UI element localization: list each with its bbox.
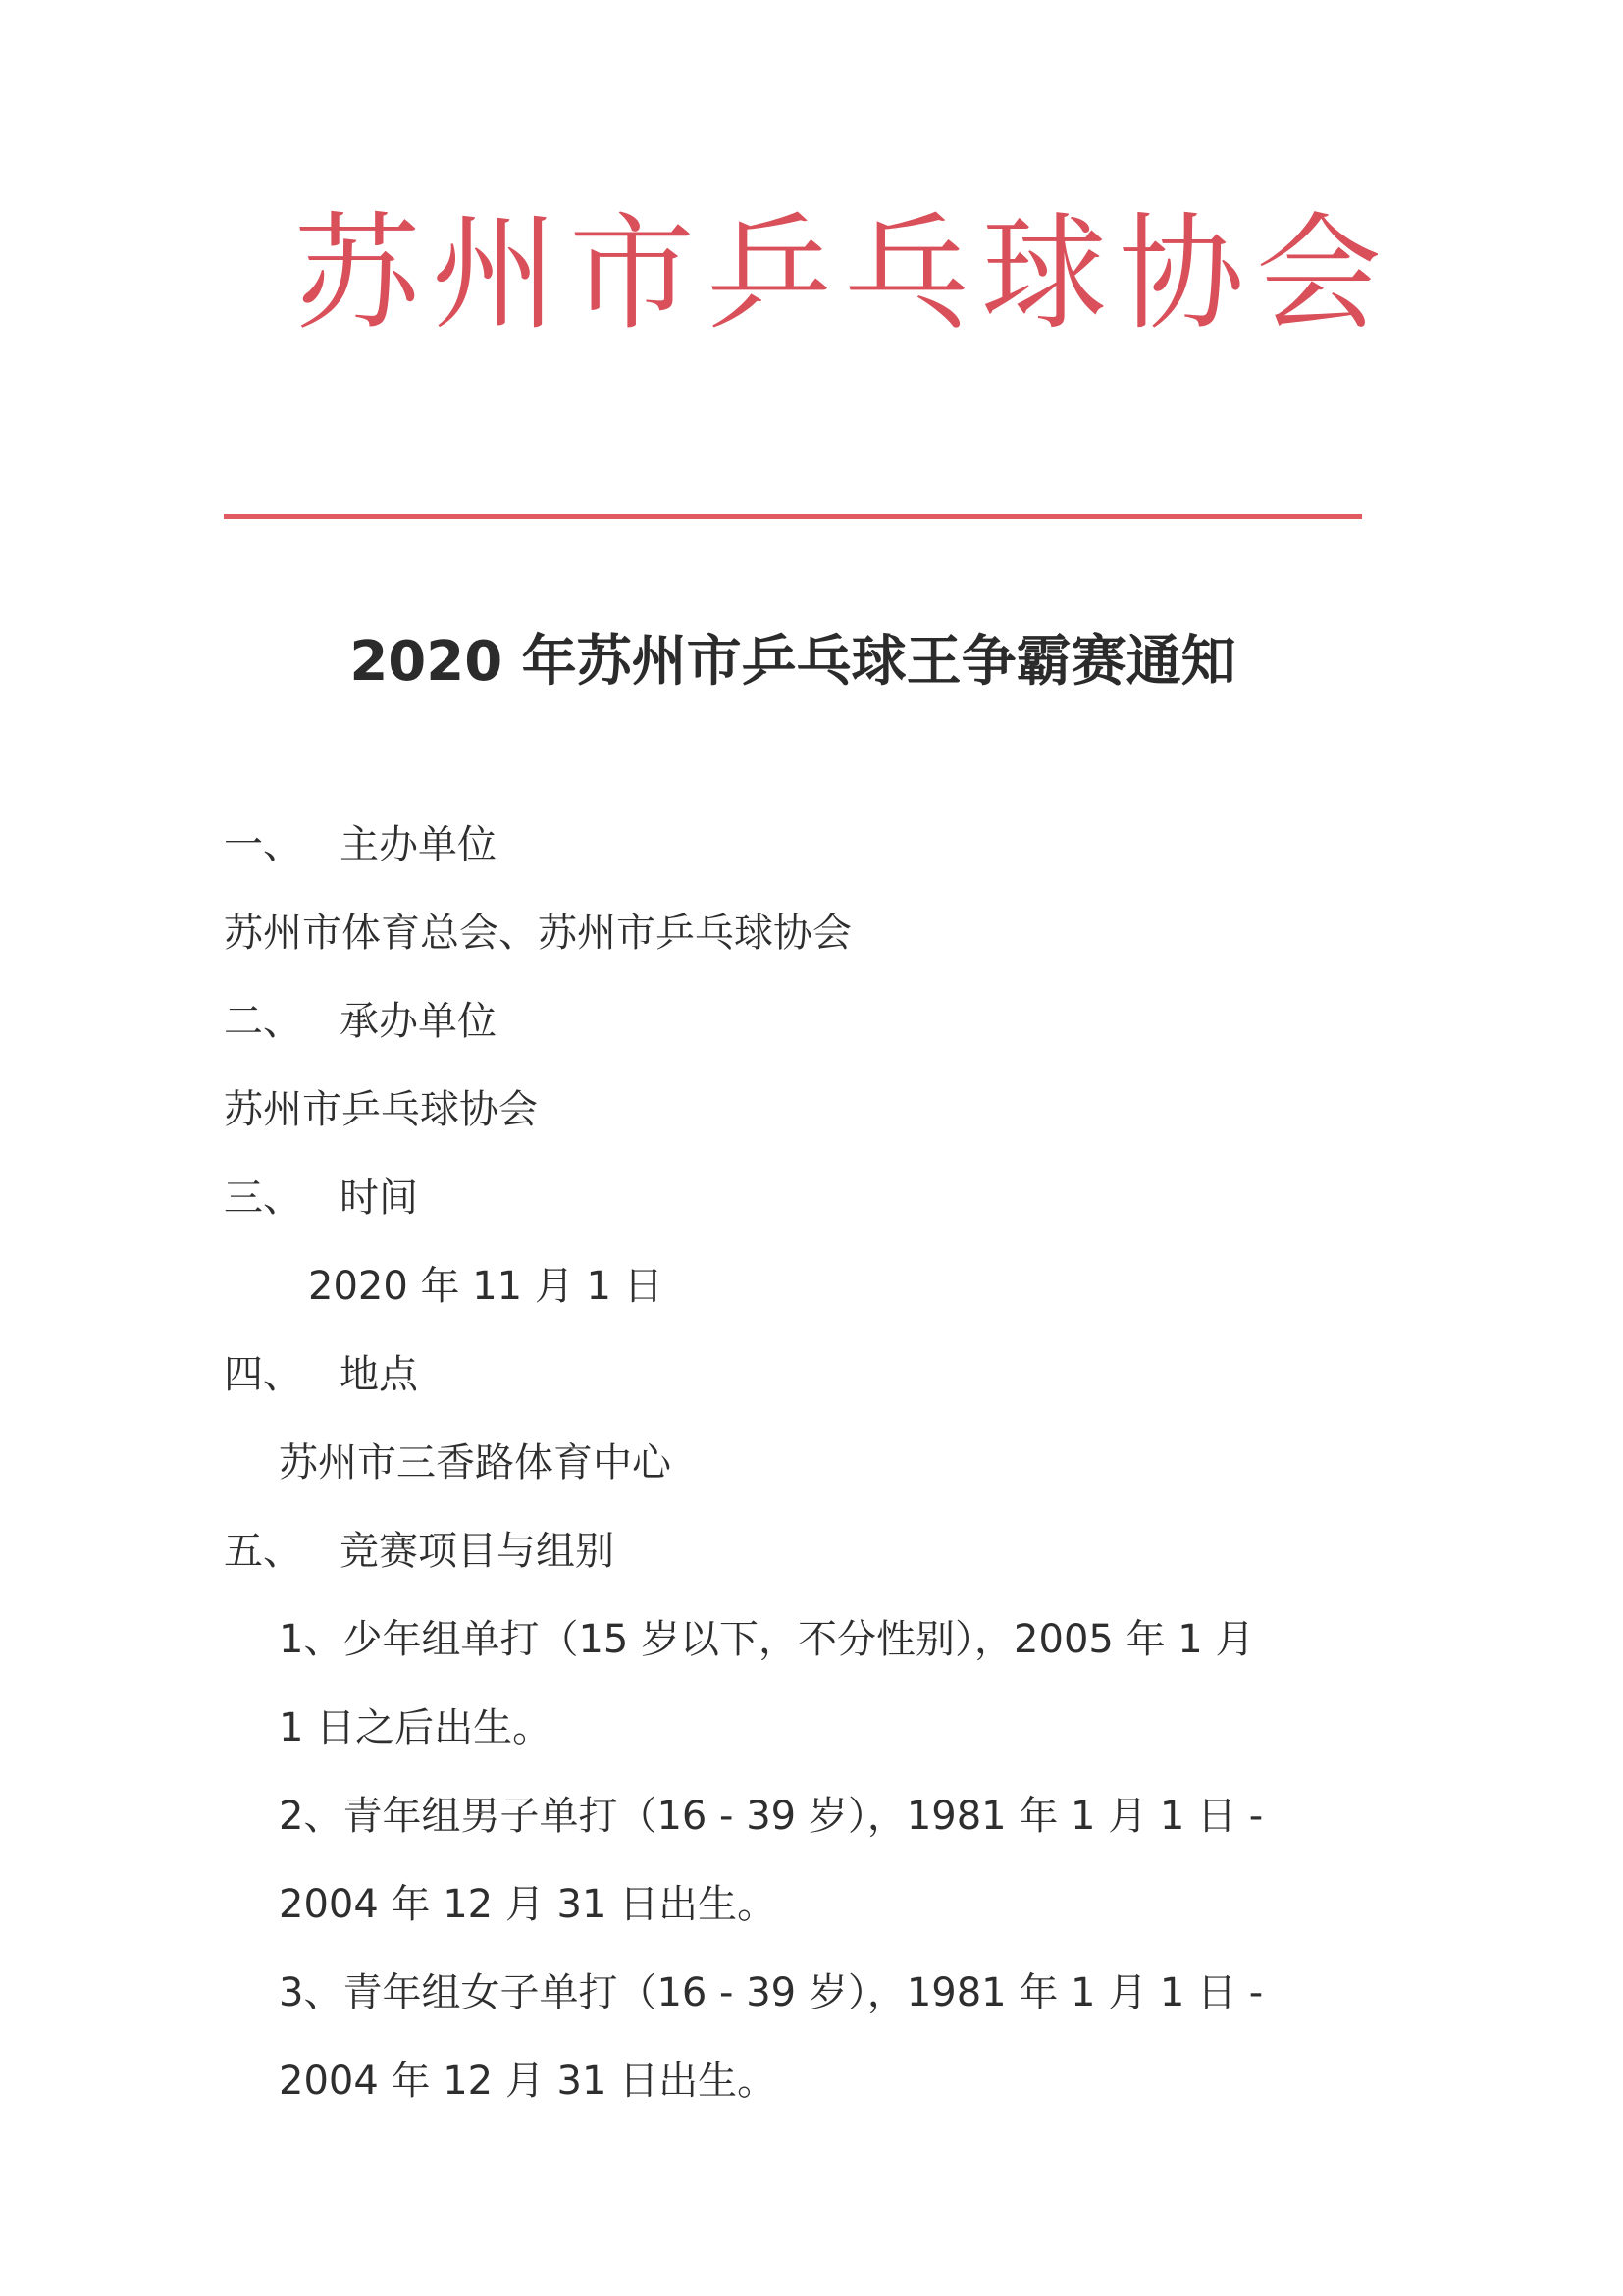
section-number: 四、 <box>224 1352 302 1397</box>
list-item-continuation: 2004 年 12 月 31 日出生。 <box>279 2059 777 2104</box>
section-heading <box>224 1340 418 1409</box>
list-item-continuation: 1 日之后出生。 <box>279 1705 552 1750</box>
list-item: 2、青年组男子单打（16 - 39 岁），1981 年 1 月 1 日 - <box>279 1794 1264 1839</box>
document-title: 2020 年苏州市乒乓球王争霸赛通知 <box>349 630 1236 694</box>
section-title: 时间 <box>340 1175 418 1221</box>
section-number: 一、 <box>224 822 302 867</box>
section-content: 苏州市体育总会、苏州市乒乓球协会 <box>224 911 852 956</box>
letterhead-divider <box>224 514 1362 519</box>
section-title: 地点 <box>340 1352 418 1397</box>
section-title: 主办单位 <box>340 822 497 867</box>
section-heading <box>224 1517 614 1586</box>
section-heading <box>224 1164 418 1232</box>
organization-letterhead: 苏州市乒乓球协会 <box>294 201 1394 347</box>
section-title: 承办单位 <box>340 999 497 1044</box>
list-item: 3、青年组女子单打（16 - 39 岁），1981 年 1 月 1 日 - <box>279 1970 1264 2015</box>
section-title: 竞赛项目与组别 <box>340 1529 614 1574</box>
section-heading <box>224 810 497 879</box>
list-item-continuation: 2004 年 12 月 31 日出生。 <box>279 1882 777 1927</box>
section-content: 2020 年 11 月 1 日 <box>308 1264 663 1309</box>
section-number: 五、 <box>224 1529 302 1574</box>
section-number: 三、 <box>224 1175 302 1221</box>
list-item: 1、少年组单打（15 岁以下，不分性别），2005 年 1 月 <box>279 1617 1255 1662</box>
section-content: 苏州市乒乓球协会 <box>224 1087 538 1132</box>
section-heading <box>224 987 497 1056</box>
section-number: 二、 <box>224 999 302 1044</box>
section-content: 苏州市三香路体育中心 <box>279 1440 671 1486</box>
